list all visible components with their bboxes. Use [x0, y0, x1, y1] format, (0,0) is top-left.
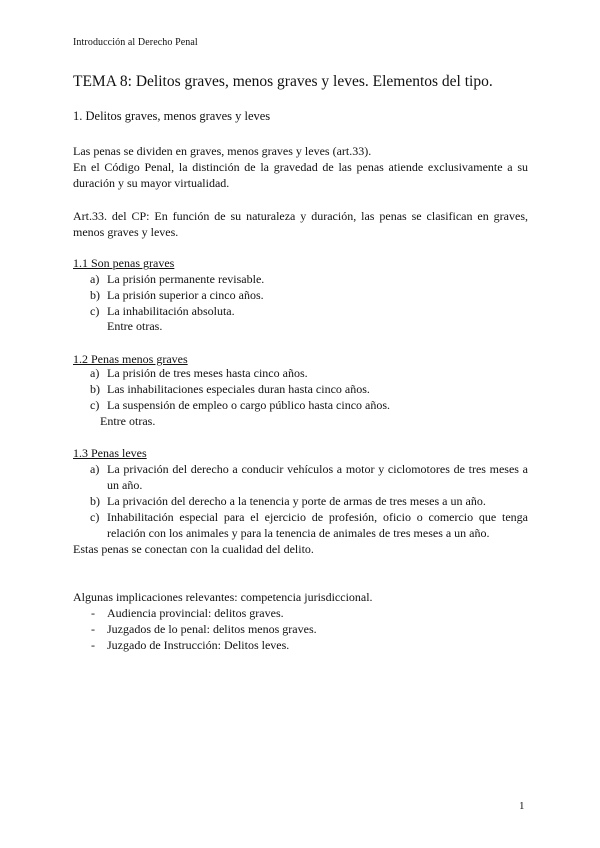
graves-extra-note: Entre otras.: [107, 319, 163, 333]
list-marker: c): [90, 510, 100, 524]
menos-graves-extra-note: Entre otras.: [100, 414, 156, 428]
list-graves: [73, 271, 528, 319]
list-item-text: La privación del derecho a la tenencia y porte de armas de tres meses a un año.: [107, 494, 486, 508]
list-marker: a): [90, 272, 100, 286]
list-item: [73, 365, 528, 381]
list-item-text: Juzgado de Instrucción: Delitos leves.: [107, 638, 290, 652]
list-marker: -: [91, 606, 95, 620]
list-marker: b): [90, 382, 100, 396]
implications-list: [73, 605, 317, 653]
closing-sentence: Estas penas se conectan con la cualidad del delito.: [73, 542, 314, 556]
subheading-graves: 1.1 Son penas graves: [73, 256, 175, 270]
list-marker: b): [90, 494, 100, 508]
list-item-text: La prisión superior a cinco años.: [107, 288, 264, 302]
list-item-text: La prisión de tres meses hasta cinco años.: [107, 366, 308, 380]
subheading-menos-graves: 1.2 Penas menos graves: [73, 352, 188, 366]
section-heading: 1. Delitos graves, menos graves y leves: [73, 109, 271, 123]
implications-intro: Algunas implicaciones relevantes: competencia jurisdiccional.: [73, 590, 373, 604]
list-menos-graves: [73, 365, 528, 413]
intro-line: Las penas se dividen en graves, menos graves y leves (art.33).: [73, 144, 372, 158]
list-item: [73, 397, 528, 413]
list-item-text: Inhabilitación especial para el ejercicio de profesión, oficio o comercio que tenga relación con los animales y para la tenencia de animales de tres meses a un año.: [107, 510, 528, 540]
intro-paragraph: [73, 143, 528, 191]
list-marker: c): [90, 304, 100, 318]
list-marker: -: [91, 622, 95, 636]
list-marker: a): [90, 462, 100, 476]
list-marker: -: [91, 638, 95, 652]
list-item: [73, 509, 528, 541]
list-marker: c): [90, 398, 100, 412]
list-item-text: La privación del derecho a conducir vehículos a motor y ciclomotores de tres meses a un año.: [107, 462, 528, 492]
list-item-text: Juzgados de lo penal: delitos menos graves.: [107, 622, 317, 636]
list-item: [73, 493, 528, 509]
list-item: [73, 605, 317, 621]
list-item: [73, 621, 317, 637]
running-header: Introducción al Derecho Penal: [73, 37, 198, 48]
list-item-text: Las inhabilitaciones especiales duran hasta cinco años.: [107, 382, 370, 396]
list-item: [73, 303, 528, 319]
list-marker: b): [90, 288, 100, 302]
intro-line: En el Código Penal, la distinción de la gravedad de las penas atiende exclusivamente a su duración y su mayor virtualidad.: [73, 160, 528, 190]
list-item-text: Audiencia provincial: delitos graves.: [107, 606, 284, 620]
list-item: [73, 461, 528, 493]
list-item-text: La prisión permanente revisable.: [107, 272, 265, 286]
art33-paragraph: Art.33. del CP: En función de su naturaleza y duración, las penas se clasifican en graves, menos graves y leves.: [73, 209, 528, 239]
page-number: 1: [519, 800, 525, 812]
list-item: [73, 287, 528, 303]
list-item-text: La suspensión de empleo o cargo público hasta cinco años.: [107, 398, 391, 412]
list-leves: [73, 461, 528, 541]
list-marker: a): [90, 366, 100, 380]
list-item: [73, 637, 317, 653]
page-title: TEMA 8: Delitos graves, menos graves y leves. Elementos del tipo.: [73, 73, 493, 90]
list-item-text: La inhabilitación absoluta.: [107, 304, 235, 318]
list-item: [73, 271, 528, 287]
subheading-leves: 1.3 Penas leves: [73, 446, 147, 460]
list-item: [73, 381, 528, 397]
